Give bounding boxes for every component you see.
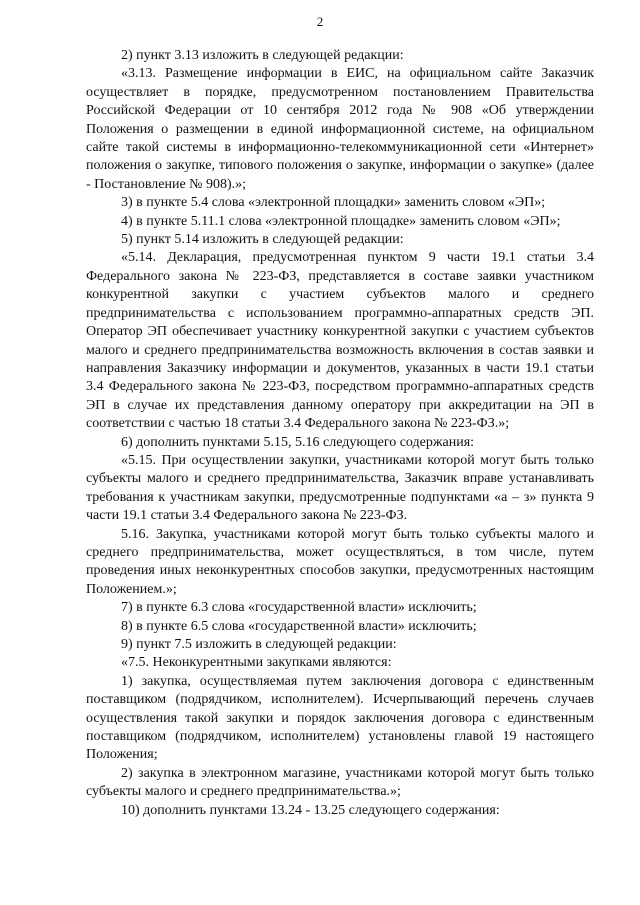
paragraph-item-8: 8) в пункте 6.5 слова «государственной власти» исключить; (121, 618, 477, 634)
paragraph-clause-7-5-sub-2: 2) закупка в электронном магазине, участниками которой могут быть только субъекты малого и среднего предпринимательства.»; (86, 765, 594, 800)
paragraph-clause-7-5: «7.5. Неконкурентными закупками являются: (121, 655, 392, 671)
paragraph-clause-3-13: «3.13. Размещение информации в ЕИС, на официальном сайте Заказчик осуществляет в порядке, предусмотренном постановлением Правительства Российской Федерации от 10 сентября 2012 года № 908 «Об утверждении Положения о размещении в единой информационной системе, на официальном сайте такой системы в информационно-телекоммуникационной сети «Интернет» положения о закупке, типового положения о закупке, информации о закупке» (далее - Постановление № 908).»; (86, 66, 594, 192)
paragraph-item-2: 2) пункт 3.13 изложить в следующей редакции: (121, 48, 404, 63)
paragraph-item-6: 6) дополнить пунктами 5.15, 5.16 следующего содержания: (121, 434, 475, 450)
paragraph-clause-5-16: 5.16. Закупка, участниками которой могут быть только субъекты малого и среднего предпринимательства, может осуществляться, в том числе, путем проведения иных неконкурентных способов закупки, предусмотренных настоящим Положением.»; (86, 526, 594, 597)
paragraph-item-7: 7) в пункте 6.3 слова «государственной власти» исключить; (121, 600, 477, 616)
paragraph-item-4: 4) в пункте 5.11.1 слова «электронной площадке» заменить словом «ЭП»; (121, 213, 561, 229)
paragraph-item-5: 5) пункт 5.14 изложить в следующей редакции: (121, 232, 404, 248)
document-body (86, 47, 594, 820)
paragraph-clause-7-5-sub-1: 1) закупка, осуществляемая путем заключения договора с единственным поставщиком (подрядчиком, исполнителем). Исчерпывающий перечень случаев осуществления такой закупки и порядок заключения договора с единственным поставщиком (подрядчиком, исполнителем) установлены главой 19 настоящего Положения; (86, 673, 594, 763)
page-number: 2 (316, 14, 324, 29)
paragraph-item-10: 10) дополнить пунктами 13.24 - 13.25 следующего содержания: (121, 802, 500, 818)
paragraph-item-9: 9) пункт 7.5 изложить в следующей редакции: (121, 637, 397, 652)
paragraph-clause-5-15: «5.15. При осуществлении закупки, участниками которой могут быть только субъекты малого и среднего предпринимательства, Заказчик вправе устанавливать требования к участникам закупки, предусмотренные подпунктами «а – з» пункта 9 части 19.1 статьи 3.4 Федерального закона № 223-ФЗ. (86, 452, 594, 524)
paragraph-clause-5-14: «5.14. Декларация, предусмотренная пунктом 9 части 19.1 статьи 3.4 Федерального закона № 223-ФЗ, представляется в составе заявки участником конкурентной закупки с участием субъектов малого и среднего предпринимательства с использованием программно-аппаратных средств ЭП. Оператор ЭП обеспечивает участнику конкурентной закупки с участием субъектов малого и среднего предпринимательства возможность включения в состав заявки и направления Заказчику информации и документов, указанных в части 19.1 статьи 3.4 Федерального закона № 223-ФЗ, посредством программно-аппаратных средств ЭП в случае их представления данному оператору при аккредитации на ЭП в соответствии с частью 18 статьи 3.4 Федерального закона № 223-ФЗ.»; (86, 250, 594, 432)
paragraph-item-3: 3) в пункте 5.4 слова «электронной площадки» заменить словом «ЭП»; (121, 195, 546, 211)
